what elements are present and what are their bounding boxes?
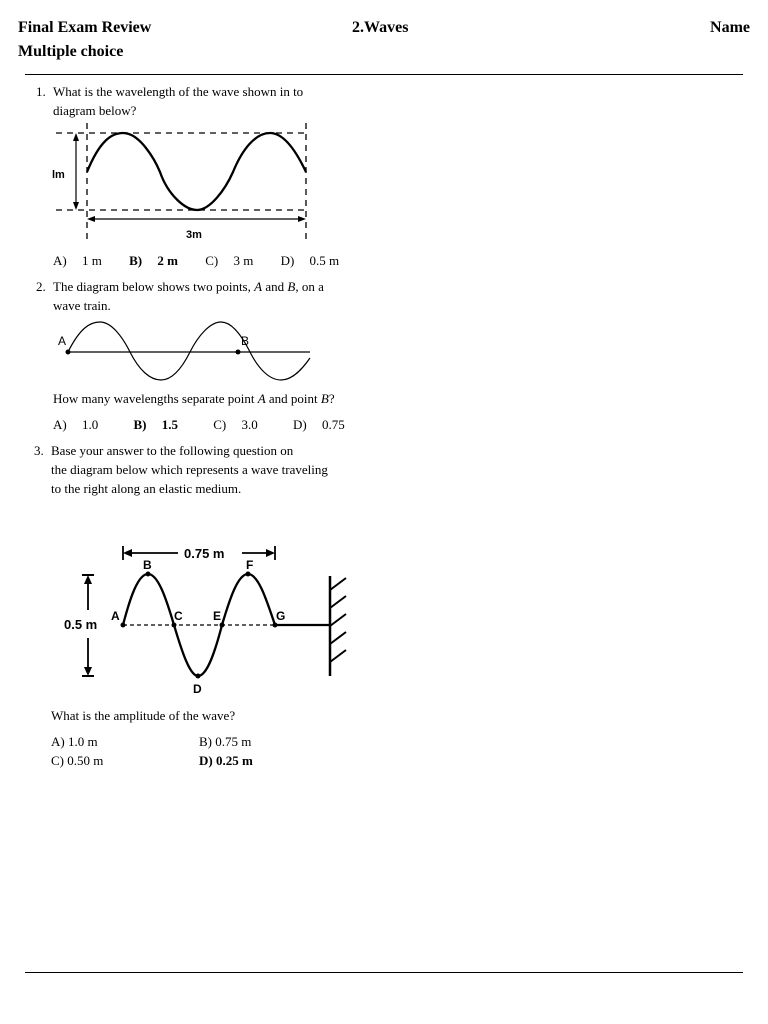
question-2-prompt: How many wavelengths separate point A and point B?	[53, 391, 335, 406]
wave-curve	[68, 322, 310, 380]
question-2-number: 2.	[36, 279, 46, 294]
choice-c[interactable]: C) 0.50 m	[51, 753, 104, 768]
point-b-dot	[236, 350, 241, 355]
wall-hatch	[330, 596, 346, 608]
choice-d[interactable]: D) 0.25 m	[199, 753, 253, 768]
height-arrow-top	[84, 575, 92, 584]
question-1-line-1: What is the wavelength of the wave shown in to	[53, 84, 304, 99]
point-d-label: D	[193, 682, 202, 696]
point-a-label: A	[111, 609, 120, 623]
width-label: 3m	[186, 229, 202, 241]
header-divider	[25, 74, 743, 75]
point-a-label: A	[58, 334, 67, 348]
point-c-label: C	[174, 609, 183, 623]
page-subtitle: Multiple choice	[18, 43, 124, 60]
question-3-line-1: Base your answer to the following question on	[51, 443, 294, 458]
wall-hatch	[330, 614, 346, 626]
width-arrow-left	[123, 549, 132, 557]
footer-divider	[25, 972, 743, 973]
point-e-dot	[220, 623, 225, 628]
choice-a[interactable]: A) 1.0	[53, 417, 99, 432]
name-label: Name	[710, 19, 750, 36]
choice-d[interactable]: D) 0.5 m	[280, 253, 340, 268]
question-1-text	[53, 82, 303, 120]
choice-c[interactable]: C) 3 m	[205, 253, 254, 268]
question-3-text	[51, 441, 328, 498]
question-3-line-2: the diagram below which represents a wave traveling	[51, 462, 328, 477]
width-arrow-right	[266, 549, 275, 557]
choice-d[interactable]: D) 0.75	[292, 417, 345, 432]
question-3-prompt: What is the amplitude of the wave?	[51, 708, 236, 723]
choice-c[interactable]: C) 3.0	[213, 417, 258, 432]
point-a-dot	[66, 350, 71, 355]
wall-hatch	[330, 632, 346, 644]
question-2-choices	[53, 415, 369, 434]
point-g-dot	[273, 623, 278, 628]
question-3-number: 3.	[34, 443, 44, 458]
choice-b[interactable]: B) 2 m	[129, 253, 178, 268]
choice-a[interactable]: A) 1.0 m	[51, 734, 98, 749]
wall-hatch	[330, 578, 346, 590]
height-label: 0.5 m	[64, 617, 98, 632]
unit-title: 2.Waves	[352, 19, 409, 36]
point-c-dot	[172, 623, 177, 628]
width-arrow-head-right	[298, 216, 306, 222]
height-label: lm	[52, 169, 65, 181]
point-g-label: G	[276, 609, 286, 623]
point-b-label: B	[143, 558, 152, 572]
question-2-line-2: wave train.	[53, 298, 111, 313]
wave-curve	[87, 133, 306, 210]
point-e-label: E	[213, 609, 222, 623]
page-title: Final Exam Review	[18, 19, 152, 36]
question-2-line-1: The diagram below shows two points, A and B, on a	[53, 279, 324, 294]
point-b-dot	[146, 572, 151, 577]
width-label: 0.75 m	[184, 546, 225, 561]
question-1-choices	[53, 251, 363, 270]
point-a-dot	[121, 623, 126, 628]
height-arrow-head-top	[73, 133, 79, 141]
question-1-number: 1.	[36, 84, 46, 99]
point-d-dot	[196, 674, 201, 679]
choice-a[interactable]: A) 1 m	[53, 253, 102, 268]
height-arrow-bottom	[84, 667, 92, 676]
wall-hatch	[330, 650, 346, 662]
height-arrow-head-bottom	[73, 202, 79, 210]
point-f-dot	[246, 572, 251, 577]
question-1-line-2: diagram below?	[53, 103, 137, 118]
choice-b[interactable]: B) 1.5	[133, 417, 178, 432]
question-1-diagram	[50, 120, 320, 245]
question-3-line-3: to the right along an elastic medium.	[51, 481, 242, 496]
question-2-diagram	[55, 318, 315, 386]
choice-b[interactable]: B) 0.75 m	[199, 734, 252, 749]
question-3-diagram	[50, 538, 360, 700]
question-2-text	[53, 277, 324, 315]
point-b-label: B	[241, 334, 250, 348]
point-f-label: F	[246, 558, 254, 572]
width-arrow-head-left	[87, 216, 95, 222]
